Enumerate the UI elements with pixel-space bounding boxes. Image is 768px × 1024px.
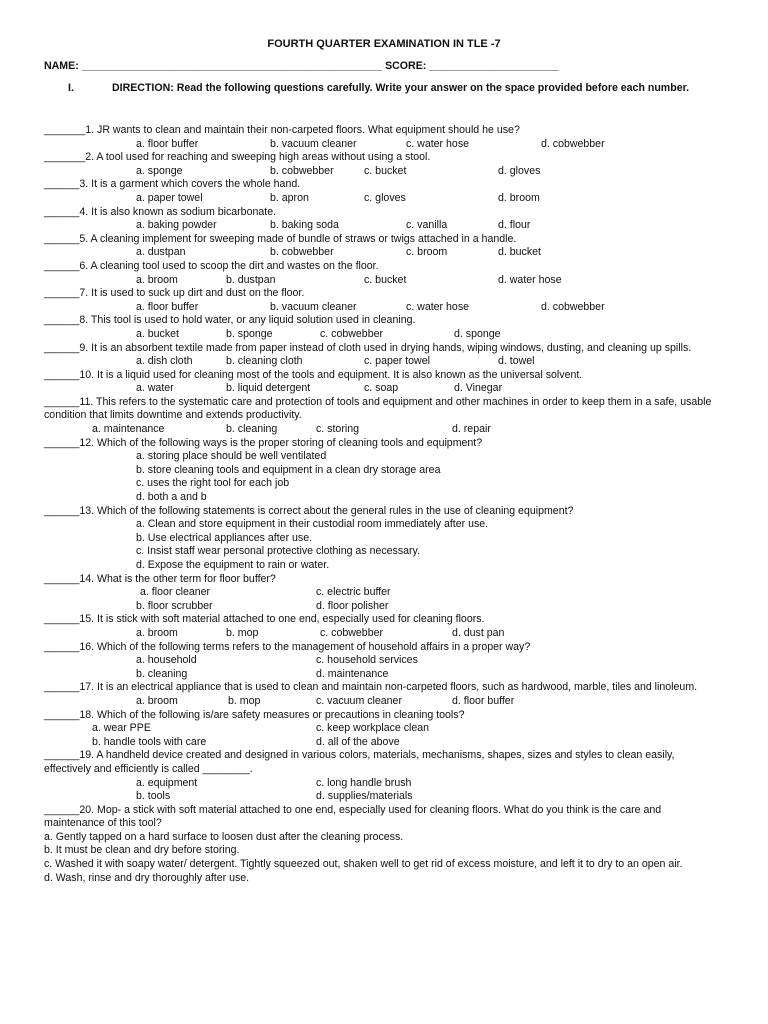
option-b: b. vacuum cleaner <box>270 300 357 313</box>
option-a: a. dish cloth <box>136 355 193 368</box>
option-a: a. floor buffer <box>136 300 199 313</box>
question-19 <box>44 749 718 803</box>
question-stem: ______16. Which of the following terms refers to the management of household affairs in a proper way? <box>44 640 531 653</box>
option-d: d. towel <box>498 355 535 368</box>
question-18 <box>44 709 718 750</box>
question-stem: ______4. It is also known as sodium bicarbonate. <box>44 205 277 218</box>
exam-title: FOURTH QUARTER EXAMINATION IN TLE -7 <box>267 38 501 50</box>
question-stem: ______15. It is stick with soft material attached to one end, especially used for cleaning floors. <box>44 613 485 626</box>
options-row <box>44 274 718 288</box>
question-stem: _______1. JR wants to clean and maintain their non-carpeted floors. What equipment should he use? <box>44 124 520 136</box>
option-c: c. vacuum cleaner <box>316 694 402 707</box>
question-stem: ______19. A handheld device created and designed in various colors, materials, mechanisms, shapes, sizes and styles to clean easily, effectively and efficiently is called ________. <box>44 749 675 775</box>
option-b: b. liquid detergent <box>226 382 311 395</box>
options-list <box>44 831 718 885</box>
question-stem: ______13. Which of the following statements is correct about the general rules in the use of cleaning equipment? <box>44 504 574 517</box>
options-row <box>44 654 718 668</box>
option-d: d. bucket <box>498 246 541 259</box>
option-d: d. water hose <box>498 273 562 286</box>
option-c: c. Insist staff wear personal protective clothing as necessary. <box>136 545 421 558</box>
option-b: b. cleaning <box>226 423 278 436</box>
question-stem: ______17. It is an electrical appliance that is used to clean and maintain non-carpeted floors, such as hardwood, marble, tiles and linoleum. <box>44 681 698 694</box>
option-d: d. floor buffer <box>452 694 515 707</box>
question-11 <box>44 396 718 437</box>
options-row <box>44 722 718 736</box>
question-stem: ______14. What is the other term for floor buffer? <box>44 572 276 585</box>
option-a: a. Clean and store equipment in their custodial room immediately after use. <box>136 518 489 531</box>
option-d: d. cobwebber <box>541 300 605 313</box>
question-17 <box>44 681 718 708</box>
option-a: a. wear PPE <box>92 722 151 735</box>
option-a: a. water <box>136 382 174 395</box>
option-d: d. sponge <box>454 327 501 340</box>
option-c: c. water hose <box>406 137 470 150</box>
question-stem: ______18. Which of the following is/are safety measures or precautions in cleaning tools? <box>44 708 465 721</box>
option-c: c. soap <box>364 382 399 395</box>
option-c: c. water hose <box>406 300 470 313</box>
option-b: b. cleaning cloth <box>226 355 303 368</box>
option-c: c. cobwebber <box>320 626 384 639</box>
option-b: b. sponge <box>226 327 273 340</box>
option-c: c. bucket <box>364 273 407 286</box>
option-a: a. dustpan <box>136 246 186 259</box>
option-d: d. repair <box>452 423 491 436</box>
question-12 <box>44 437 718 505</box>
question-6 <box>44 260 718 287</box>
option-a: a. equipment <box>136 776 198 789</box>
question-stem: ______6. A cleaning tool used to scoop the dirt and wastes on the floor. <box>44 259 379 272</box>
question-7 <box>44 287 718 314</box>
option-d: d. gloves <box>498 164 541 177</box>
option-a: a. bucket <box>136 327 179 340</box>
option-c: c. electric buffer <box>316 586 391 599</box>
options-row <box>44 328 718 342</box>
options-row <box>44 192 718 206</box>
option-c: c. storing <box>316 423 359 436</box>
question-3 <box>44 178 718 205</box>
option-b: b. handle tools with care <box>92 735 207 748</box>
option-c: c. household services <box>316 654 418 667</box>
question-16 <box>44 641 718 682</box>
option-c: c. gloves <box>364 191 406 204</box>
option-a: a. Gently tapped on a hard surface to loosen dust after the cleaning process. <box>44 830 404 843</box>
option-b: b. tools <box>136 790 171 803</box>
options-row <box>44 790 718 804</box>
question-10 <box>44 369 718 396</box>
option-a: a. storing place should be well ventilated <box>136 450 327 463</box>
options-row <box>44 219 718 233</box>
option-c: c. uses the right tool for each job <box>136 477 290 490</box>
option-d: d. maintenance <box>316 667 389 680</box>
question-1 <box>44 124 718 151</box>
option-b: b. It must be clean and dry before storing. <box>44 844 240 857</box>
question-20 <box>44 804 718 886</box>
option-d: d. Vinegar <box>454 382 503 395</box>
section-numeral: I. <box>68 82 74 94</box>
options-row <box>44 355 718 369</box>
options-row <box>44 668 718 682</box>
option-b: b. cleaning <box>136 667 188 680</box>
option-a: a. household <box>136 654 197 667</box>
question-13 <box>44 505 718 573</box>
option-c: c. keep workplace clean <box>316 722 430 735</box>
options-row <box>44 138 718 152</box>
option-a: a. floor cleaner <box>140 586 211 599</box>
question-5 <box>44 233 718 260</box>
options-row <box>44 586 718 600</box>
question-4 <box>44 206 718 233</box>
option-c: c. paper towel <box>364 355 430 368</box>
option-d: d. cobwebber <box>541 137 605 150</box>
option-b: b. Use electrical appliances after use. <box>136 531 313 544</box>
options-row <box>44 423 718 437</box>
question-stem: ______5. A cleaning implement for sweeping made of bundle of straws or twigs attached in a handle. <box>44 232 517 245</box>
option-d: d. floor polisher <box>316 599 389 612</box>
option-d: d. broom <box>498 191 540 204</box>
option-a: a. broom <box>136 694 178 707</box>
option-b: b. cobwebber <box>270 246 334 259</box>
question-stem: ______7. It is used to suck up dirt and dust on the floor. <box>44 287 305 300</box>
option-b: b. vacuum cleaner <box>270 137 357 150</box>
option-b: b. store cleaning tools and equipment in a clean dry storage area <box>136 463 441 476</box>
option-d: d. all of the above <box>316 735 400 748</box>
direction-block <box>44 82 734 96</box>
option-a: a. floor buffer <box>136 137 199 150</box>
option-c: c. long handle brush <box>316 776 412 789</box>
option-a: a. broom <box>136 626 178 639</box>
option-d: d. Expose the equipment to rain or water. <box>136 559 330 571</box>
option-c: c. Washed it with soapy water/ detergent. Tightly squeezed out, shaken well to get rid of excess moisture, and left it to dry to an open air. <box>44 858 683 871</box>
option-b: b. baking soda <box>270 219 339 232</box>
question-14 <box>44 573 718 614</box>
option-d: d. flour <box>498 219 531 232</box>
option-b: b. cobwebber <box>270 164 334 177</box>
question-list <box>44 124 718 885</box>
option-a: a. maintenance <box>92 423 165 436</box>
question-15 <box>44 613 718 640</box>
option-b: b. apron <box>270 191 309 204</box>
direction-text: DIRECTION: Read the following questions carefully. Write your answer on the space provided before each number. <box>112 82 690 94</box>
name-score-line: NAME: ___________________________________________________ SCORE: ______________________ <box>44 60 559 72</box>
options-row <box>44 736 718 750</box>
option-c: c. bucket <box>364 164 407 177</box>
question-stem: ______12. Which of the following ways is the proper storing of cleaning tools and equipment? <box>44 436 483 449</box>
option-b: b. floor scrubber <box>136 599 213 612</box>
options-row <box>44 382 718 396</box>
question-stem: ______3. It is a garment which covers the whole hand. <box>44 178 301 191</box>
option-a: a. paper towel <box>136 191 203 204</box>
option-b: b. dustpan <box>226 273 276 286</box>
options-row <box>44 165 718 179</box>
option-c: c. vanilla <box>406 219 448 232</box>
option-d: d. supplies/materials <box>316 790 413 803</box>
question-2 <box>44 151 718 178</box>
option-a: a. sponge <box>136 164 183 177</box>
option-c: c. cobwebber <box>320 327 384 340</box>
option-b: b. mop <box>228 694 261 707</box>
option-d: d. both a and b <box>136 491 207 504</box>
question-stem: ______8. This tool is used to hold water, or any liquid solution used in cleaning. <box>44 314 416 327</box>
option-a: a. broom <box>136 273 178 286</box>
question-stem: _______2. A tool used for reaching and sweeping high areas without using a stool. <box>44 151 431 164</box>
question-stem: ______11. This refers to the systematic care and protection of tools and equipment and other machines in order to keep them in a safe, usable condition that limits downtime and extends productivity. <box>44 395 712 422</box>
question-9 <box>44 342 718 369</box>
option-c: c. broom <box>406 246 448 259</box>
options-list <box>44 518 718 572</box>
options-row <box>44 695 718 709</box>
option-a: a. baking powder <box>136 219 217 232</box>
options-row <box>44 627 718 641</box>
option-d: d. Wash, rinse and dry thoroughly after use. <box>44 871 250 884</box>
question-stem: ______9. It is an absorbent textile made from paper instead of cloth used in drying hands, wiping windows, dusting, and cleaning up spills. <box>44 341 692 354</box>
option-d: d. dust pan <box>452 626 505 639</box>
question-8 <box>44 314 718 341</box>
options-row <box>44 246 718 260</box>
options-row <box>44 777 718 791</box>
options-row <box>44 600 718 614</box>
question-stem: ______10. It is a liquid used for cleaning most of the tools and equipment. It is also known as the universal solvent. <box>44 368 583 381</box>
option-b: b. mop <box>226 626 259 639</box>
options-list <box>44 450 718 504</box>
options-row <box>44 301 718 315</box>
question-stem: ______20. Mop- a stick with soft material attached to one end, especially used for cleaning floors. What do you think is the care and maintenance of this tool? <box>44 803 662 830</box>
